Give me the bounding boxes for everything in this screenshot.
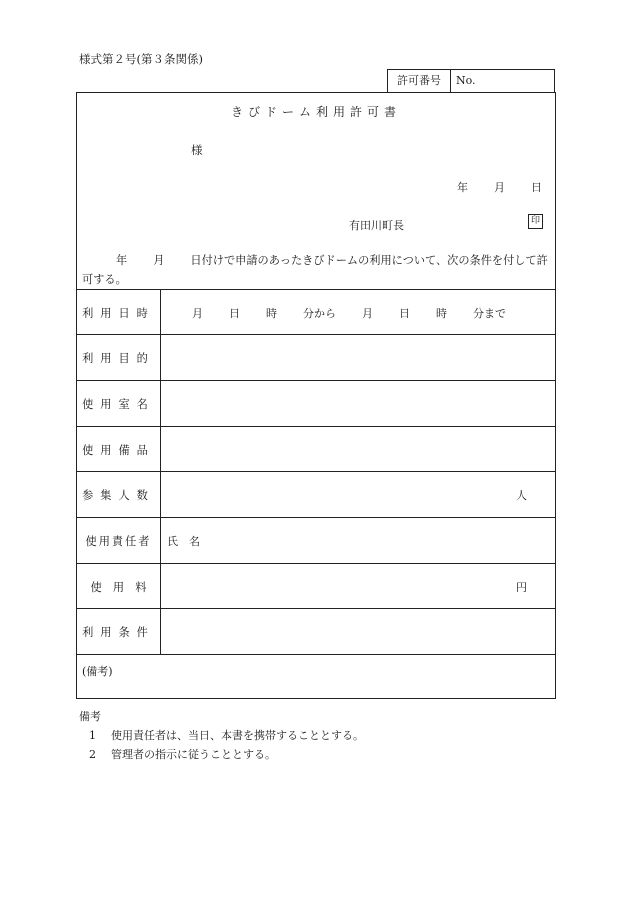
row-equipment xyxy=(77,426,555,472)
row-remarks xyxy=(77,654,555,700)
note-item: 2 管理者の指示に従うこととする。 xyxy=(89,748,276,761)
notes-section xyxy=(79,707,364,764)
permit-form xyxy=(76,92,556,699)
issue-year-label: 年 xyxy=(457,181,468,194)
row-room xyxy=(77,380,555,427)
label-equipment: 使用備品 xyxy=(77,427,161,472)
body-year: 年 xyxy=(116,254,128,267)
body-month: 月 xyxy=(153,254,165,267)
label-fee: 使 用 料 xyxy=(77,564,161,609)
responsible-name-label: 氏 名 xyxy=(167,535,200,548)
form-number: 様式第２号(第３条関係) xyxy=(79,52,203,66)
row-responsible xyxy=(77,517,555,564)
permit-number-label: 許可番号 xyxy=(388,70,451,92)
participants-unit: 人 xyxy=(516,489,527,502)
note-item: 1 使用責任者は、当日、本書を携帯することとする。 xyxy=(89,729,364,742)
seal-mark: 印 xyxy=(528,214,543,229)
addressee-suffix: 様 xyxy=(191,143,203,157)
fee-unit: 円 xyxy=(516,580,527,594)
row-fee xyxy=(77,563,555,609)
row-datetime xyxy=(77,289,555,335)
label-purpose: 利用目的 xyxy=(77,335,161,381)
issue-day-label: 日 xyxy=(531,181,542,194)
permission-text xyxy=(82,251,552,289)
body-text: 日付けで申請のあったきびドームの利用について、次の条件を付して許可する。 xyxy=(82,254,548,286)
notes-heading: 備考 xyxy=(79,710,101,723)
label-remarks: (備考) xyxy=(82,665,113,678)
label-participants: 参集人数 xyxy=(77,472,161,518)
permit-number-field[interactable]: No. xyxy=(456,74,476,87)
document-title: きびドーム利用許可書 xyxy=(230,105,401,119)
issue-month-label: 月 xyxy=(494,181,505,194)
datetime-value[interactable]: 月 日 時 分から 月 日 時 分まで xyxy=(192,306,506,320)
row-participants xyxy=(77,471,555,518)
permit-number-box xyxy=(387,69,555,92)
row-conditions xyxy=(77,608,555,655)
label-conditions: 利用条件 xyxy=(77,609,161,655)
label-room: 使用室名 xyxy=(77,381,161,427)
label-datetime: 利用日時 xyxy=(77,290,161,335)
label-responsible: 使用責任者 xyxy=(77,518,161,564)
issuer-name: 有田川町長 xyxy=(349,219,404,232)
issue-date xyxy=(457,179,542,195)
row-purpose xyxy=(77,334,555,381)
